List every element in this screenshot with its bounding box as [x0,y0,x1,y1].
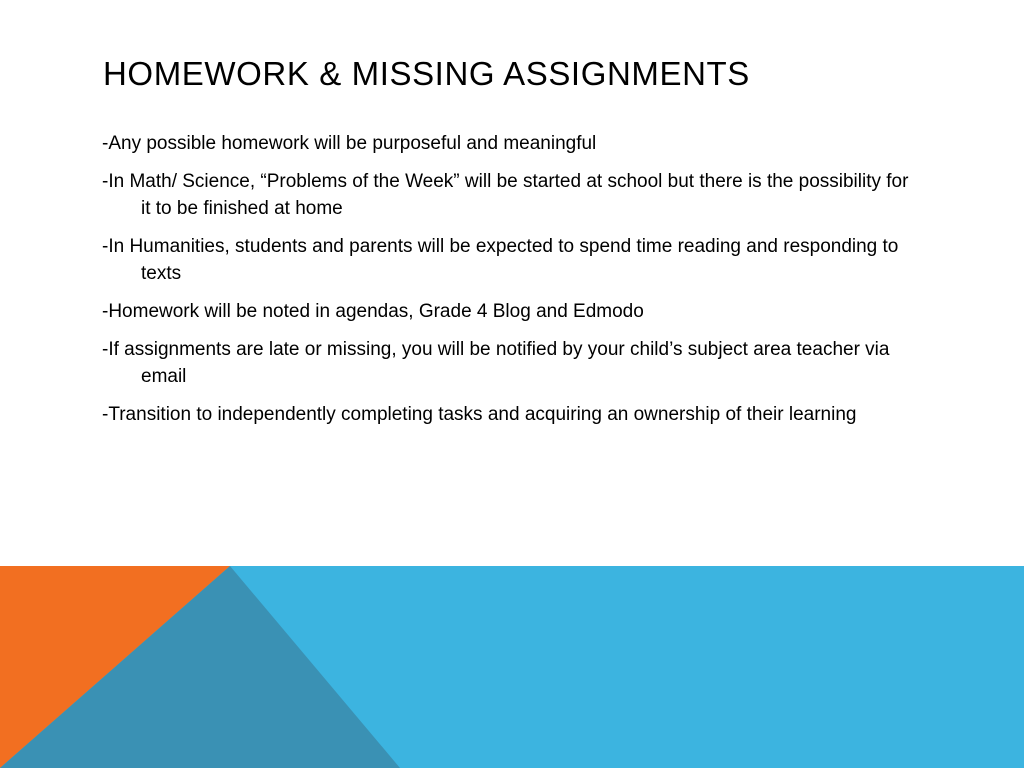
bullet-item: -If assignments are late or missing, you will be notified by your child’s subject area teacher via email [102,339,890,387]
bullet-item: -Homework will be noted in agendas, Grade 4 Blog and Edmodo [102,301,644,322]
slide-title: HOMEWORK & MISSING ASSIGNMENTS [103,55,750,92]
decorative-footer [0,566,1024,768]
bullet-item: -In Humanities, students and parents will be expected to spend time reading and responding to texts [102,236,899,284]
bullet-list [102,130,912,439]
bullet-item: -In Math/ Science, “Problems of the Week” will be started at school but there is the possibility for it to be finished at home [102,171,909,219]
bullet-item: -Any possible homework will be purposeful and meaningful [102,133,597,154]
bullet-item: -Transition to independently completing tasks and acquiring an ownership of their learning [102,404,857,425]
